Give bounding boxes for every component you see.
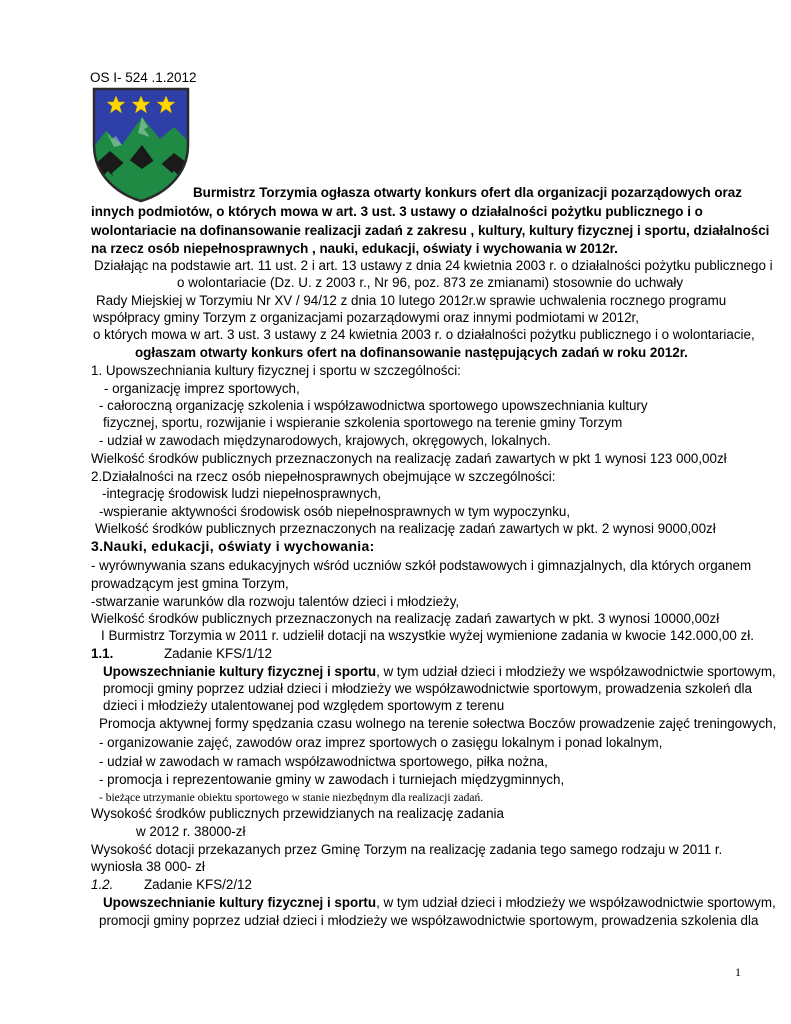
task-1-1-funds: Wysokość środków publicznych przewidzianych na realizację zadania: [91, 806, 504, 821]
section-1-item: - organizację imprez sportowych,: [104, 381, 300, 396]
section-3-heading: 3.Nauki, edukacji, oświaty i wychowania:: [91, 538, 375, 554]
task-1-1-funds: wyniosła 38 000- zł: [91, 859, 205, 874]
task-1-1-line: dzieci i młodzieży utalentowanej pod względem sportowym z terenu: [103, 698, 505, 713]
task-1-2-lead-bold: Upowszechnianie kultury fizycznej i sportu: [103, 895, 377, 910]
section-1-heading: 1. Upowszechniania kultury fizycznej i sportu w szczególności:: [91, 363, 461, 378]
task-1-1-funds: Wysokość dotacji przekazanych przez Gminę Torzym na realizację zadania tego samego rodzaju w 2011 r.: [91, 842, 723, 857]
task-1-1-small-line: - bieżące utrzymanie obiektu sportowego w stanie niezbędnym dla realizacji zadań.: [99, 792, 484, 804]
task-1-1-line: - udział w zawodach w ramach współzawodnictwa sportowego, piłka nożna,: [99, 754, 548, 769]
task-1-1-line: Promocja aktywnej formy spędzania czasu wolnego na terenie sołectwa Boczów prowadzenie zajęć treningowych,: [99, 716, 777, 731]
task-1-1-line: - promocja i reprezentowanie gminy w zawodach i turniejach międzygminnych,: [99, 772, 565, 787]
section-2-funds: Wielkość środków publicznych przeznaczonych na realizację zadań zawartych w pkt. 2 wynosi 9000,00zł: [95, 521, 716, 536]
section-2-item: -wspieranie aktywności środowisk osób niepełnosprawnych w tym wypoczynku,: [99, 504, 571, 519]
task-1-1-line: promocji gminy poprzez udział dzieci i młodzieży we współzawodnictwie sportowym, prowadzenia szkoleń dla: [103, 681, 752, 696]
coat-of-arms-icon: [92, 87, 190, 203]
intro-line-1: Działając na podstawie art. 11 ust. 2 i art. 13 ustawy z dnia 24 kwietnia 2003 r. o działalności pożytku publicznego i: [94, 258, 773, 273]
task-1-1-funds: w 2012 r. 38000-zł: [136, 824, 246, 839]
task-1-2-line: promocji gminy poprzez udział dzieci i młodzieży we współzawodnictwie sportowym, prowadzenia szkolenia dla: [99, 913, 759, 928]
announcement-title-line-1: Burmistrz Torzymia ogłasza otwarty konkurs ofert dla organizacji pozarządowych oraz: [193, 185, 742, 200]
task-1-2-lead-rest: , w tym udział dzieci i młodzieży we współzawodnictwie sportowym,: [376, 895, 776, 910]
intro-line-2: o wolontariacie (Dz. U. z 2003 r., Nr 96, poz. 873 ze zmianami) stosownie do uchwały: [177, 275, 684, 290]
announcement-title-line-2: innych podmiotów, o których mowa w art. 3 ust. 3 ustawy o działalności pożytku publicznego i o: [91, 204, 703, 219]
intro-line-5: o których mowa w art. 3 ust. 3 ustawy z 24 kwietnia 2003 r. o działalności pożytku publicznego i o wolontariacie,: [93, 327, 755, 342]
task-1-1-line: - organizowanie zajęć, zawodów oraz imprez sportowych o zasięgu lokalnym i ponad lokalnym,: [99, 735, 663, 750]
announce-line: ogłaszam otwarty konkurs ofert na dofinansowanie następujących zadań w roku 2012r.: [135, 345, 688, 360]
announcement-title-line-4: na rzecz osób niepełnosprawnych , nauki, edukacji, oświaty i wychowania w 2012r.: [91, 241, 618, 256]
task-1-2-number: 1.2.: [91, 877, 114, 892]
section-3-funds: Wielkość środków publicznych przeznaczonych na realizację zadań zawartych w pkt. 3 wynosi 10000,00zł: [91, 611, 720, 626]
section-2-heading: 2.Działalności na rzecz osób niepełnosprawnych obejmujące w szczególności:: [91, 469, 556, 484]
section-1-funds: Wielkość środków publicznych przeznaczonych na realizację zadań zawartych w pkt 1 wynosi 123 000,00zł: [91, 451, 727, 466]
section-1-item: fizycznej, sportu, rozwijanie i wspieranie szkolenia sportowego na terenie gminy Torzym: [103, 415, 623, 430]
intro-line-3: Rady Miejskiej w Torzymiu Nr XV / 94/12 z dnia 10 lutego 2012r.w sprawie uchwalenia rocznego programu: [96, 293, 727, 308]
intro-line-4: współpracy gminy Torzym z organizacjami pozarządowymi oraz innymi podmiotami w 2012r,: [93, 310, 640, 325]
task-1-1-lead-bold: Upowszechnianie kultury fizycznej i sportu: [103, 664, 377, 679]
section-1-item: - całoroczną organizację szkolenia i współzawodnictwa sportowego upowszechniania kultury: [99, 398, 648, 413]
document-reference: OS I- 524 .1.2012: [90, 70, 197, 85]
task-1-1-label: Zadanie KFS/1/12: [164, 646, 272, 661]
previous-year-grant-total: I Burmistrz Torzymia w 2011 r. udzielił dotacji na wszystkie wyżej wymienione zadania w kwocie 142.000,00 zł.: [101, 628, 754, 643]
page-number: 1: [735, 965, 741, 979]
section-1-item: - udział w zawodach międzynarodowych, krajowych, okręgowych, lokalnych.: [99, 433, 551, 448]
task-1-1-number: 1.1.: [91, 646, 114, 661]
task-1-1-lead: [103, 663, 776, 680]
section-3-item: -stwarzanie warunków dla rozwoju talentów dzieci i młodzieży,: [91, 594, 460, 609]
task-1-1-lead-rest: , w tym udział dzieci i młodzieży we współzawodnictwie sportowym,: [376, 664, 776, 679]
section-3-item: prowadzącym jest gmina Torzym,: [91, 576, 289, 591]
section-2-item: -integrację środowisk ludzi niepełnosprawnych,: [102, 486, 382, 501]
task-1-2-lead: [103, 894, 776, 911]
section-3-item: - wyrównywania szans edukacyjnych wśród uczniów szkół podstawowych i gimnazjalnych, dla których organem: [91, 558, 752, 573]
task-1-2-label: Zadanie KFS/2/12: [144, 877, 252, 892]
announcement-title-line-3: wolontariacie na dofinansowanie realizacji zadań z zakresu , kultury, kultury fizycznej i sportu, działalności: [91, 223, 770, 238]
